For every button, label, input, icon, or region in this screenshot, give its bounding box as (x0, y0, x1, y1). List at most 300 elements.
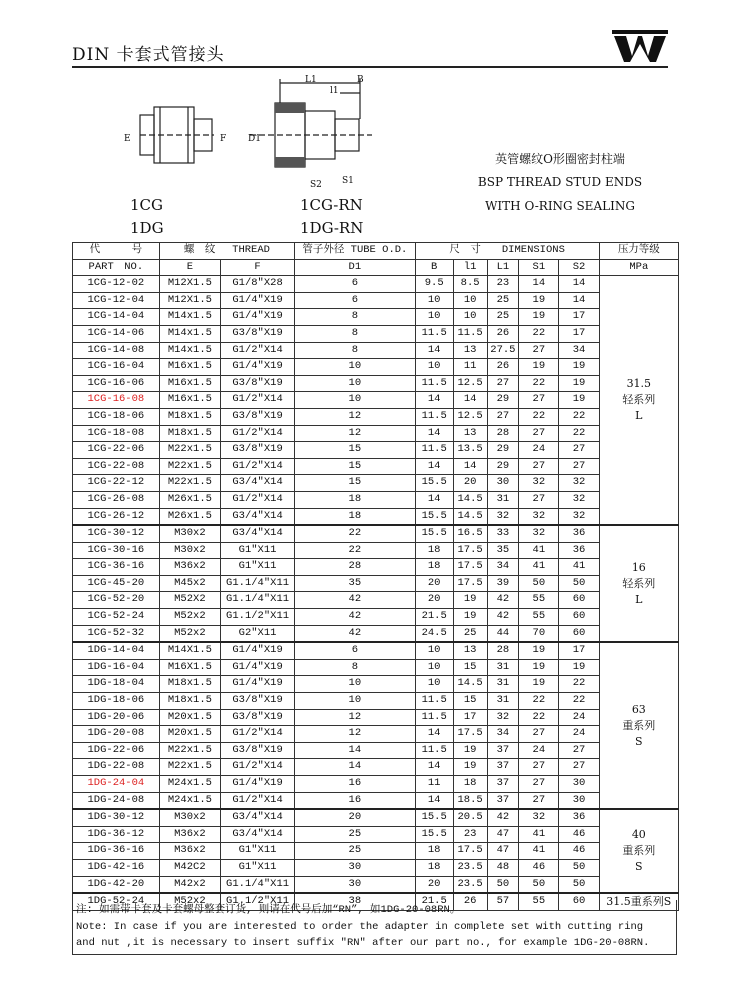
table-cell: G1"X11 (221, 559, 295, 576)
table-cell: M24x1.5 (159, 792, 220, 809)
table-row (73, 342, 679, 359)
table-cell: 32 (559, 508, 599, 525)
table-row (73, 792, 679, 809)
table-row (73, 408, 679, 425)
table-cell: 20 (415, 575, 453, 592)
pressure-code: L (635, 592, 643, 606)
table-cell: 14 (415, 425, 453, 442)
table-cell: 55 (519, 609, 559, 626)
desc-en2: WITH O-RING SEALING (485, 199, 635, 213)
table-cell: M30x2 (159, 809, 220, 826)
table-cell: M52x2 (159, 893, 220, 911)
table-cell: 30 (487, 475, 519, 492)
table-row (73, 559, 679, 576)
table-row (73, 876, 679, 893)
dim-label-s1: S1 (342, 176, 354, 186)
part-number-cell: 1CG-26-08 (73, 491, 160, 508)
table-cell: 30 (559, 792, 599, 809)
table-cell: 11.5 (415, 709, 453, 726)
table-row (73, 542, 679, 559)
part-number-cell: 1DG-20-06 (73, 709, 160, 726)
header-thread: 螺 纹 THREAD (159, 243, 294, 260)
table-cell: 14 (415, 458, 453, 475)
part-number-cell: 1CG-16-06 (73, 375, 160, 392)
table-row (73, 508, 679, 525)
table-cell: 70 (519, 625, 559, 642)
table-cell: G3/4"X14 (221, 508, 295, 525)
part-number-cell: 1DG-30-12 (73, 809, 160, 826)
header-mpa: MPa (599, 259, 678, 276)
table-cell: 12 (295, 726, 416, 743)
table-cell: 32 (519, 508, 559, 525)
table-cell: 10 (295, 693, 416, 710)
part-number-cell: 1DG-14-04 (73, 642, 160, 659)
table-cell: 22 (519, 375, 559, 392)
table-cell: G1/4"X19 (221, 659, 295, 676)
table-cell: G2"X11 (221, 625, 295, 642)
table-cell: 6 (295, 292, 416, 309)
header-l1: L1 (487, 259, 519, 276)
dim-label-s2: S2 (310, 180, 322, 190)
table-cell: 31 (487, 693, 519, 710)
table-cell: 30 (295, 876, 416, 893)
table-cell: 6 (295, 276, 416, 293)
part-number-cell: 1DG-24-08 (73, 792, 160, 809)
table-cell: 14 (453, 458, 487, 475)
table-cell: M18x1.5 (159, 693, 220, 710)
table-cell: M52x2 (159, 625, 220, 642)
table-cell: 29 (487, 392, 519, 409)
table-cell: 31 (487, 659, 519, 676)
table-cell: 10 (415, 309, 453, 326)
pressure-series: 重系列 (622, 718, 656, 732)
table-cell: M12X1.5 (159, 292, 220, 309)
table-cell: 41 (559, 559, 599, 576)
table-cell: M16X1.5 (159, 659, 220, 676)
table-cell: 24 (519, 742, 559, 759)
part-number-cell: 1CG-18-06 (73, 408, 160, 425)
table-cell: 17.5 (453, 575, 487, 592)
table-cell: M16x1.5 (159, 392, 220, 409)
table-cell: 15 (295, 475, 416, 492)
table-cell: G1/2"X14 (221, 458, 295, 475)
table-cell: M16x1.5 (159, 375, 220, 392)
note-en2: and nut ,it is necessary to insert suffix "RN" after our part no., for example 1DG-20-08RN. (76, 937, 650, 949)
table-cell: 21.5 (415, 893, 453, 911)
table-cell: G1/4"X19 (221, 642, 295, 659)
part-number-cell: 1CG-52-24 (73, 609, 160, 626)
table-cell: 12 (295, 408, 416, 425)
table-cell: 13 (453, 342, 487, 359)
table-cell: G3/8"X19 (221, 442, 295, 459)
header-l1-small: l1 (453, 259, 487, 276)
table-cell: G3/8"X19 (221, 709, 295, 726)
table-cell: 20 (415, 592, 453, 609)
table-cell: 11.5 (415, 325, 453, 342)
pressure-group-cell (599, 525, 678, 642)
header-f: F (221, 259, 295, 276)
table-row (73, 726, 679, 743)
table-cell: 14 (415, 792, 453, 809)
part-number-cell: 1DG-22-06 (73, 742, 160, 759)
table-cell: G1.1/4"X11 (221, 876, 295, 893)
header-part-no: PART NO. (73, 259, 160, 276)
table-cell: 10 (295, 375, 416, 392)
table-cell: M42x2 (159, 876, 220, 893)
table-cell: 19 (559, 375, 599, 392)
table-cell: 10 (415, 292, 453, 309)
table-cell: 50 (559, 859, 599, 876)
table-cell: 10 (415, 359, 453, 376)
table-row (73, 392, 679, 409)
table-cell: 27 (519, 759, 559, 776)
table-cell: 10 (415, 659, 453, 676)
table-cell: 27 (519, 425, 559, 442)
dim-label-d1: D1 (248, 134, 261, 144)
table-cell: 37 (487, 742, 519, 759)
pressure-value: 31.5重系列S (606, 895, 672, 909)
table-cell: 28 (487, 642, 519, 659)
table-row (73, 276, 679, 293)
table-row (73, 359, 679, 376)
part-number-cell: 1CG-14-04 (73, 309, 160, 326)
table-cell: M18x1.5 (159, 408, 220, 425)
table-cell: 42 (295, 625, 416, 642)
header-pressure: 压力等级 (599, 243, 678, 260)
table-cell: G3/8"X19 (221, 408, 295, 425)
table-cell: 14 (519, 276, 559, 293)
part-number-cell: 1CG-18-08 (73, 425, 160, 442)
table-cell: 27 (519, 726, 559, 743)
table-row (73, 859, 679, 876)
table-cell: 17 (559, 325, 599, 342)
table-cell: 22 (559, 408, 599, 425)
dim-label-f: F (220, 134, 227, 144)
table-row (73, 809, 679, 826)
table-row (73, 575, 679, 592)
table-cell: 15 (295, 442, 416, 459)
part-number-cell: 1CG-26-12 (73, 508, 160, 525)
table-cell: 60 (559, 893, 599, 911)
table-cell: 14.5 (453, 491, 487, 508)
part-number-cell: 1CG-12-04 (73, 292, 160, 309)
table-cell: 25 (295, 826, 416, 843)
table-cell: 37 (487, 759, 519, 776)
part-number-cell: 1CG-16-04 (73, 359, 160, 376)
table-cell: 19 (453, 742, 487, 759)
table-cell: 50 (519, 876, 559, 893)
table-cell: 24 (559, 709, 599, 726)
table-cell: 29 (487, 458, 519, 475)
table-cell: 18 (415, 559, 453, 576)
table-cell: M36x2 (159, 559, 220, 576)
table-row (73, 458, 679, 475)
table-cell: 25 (295, 843, 416, 860)
table-cell: 18 (453, 776, 487, 793)
table-row (73, 676, 679, 693)
table-cell: 26 (487, 359, 519, 376)
table-cell: M26x1.5 (159, 508, 220, 525)
table-cell: G1/4"X19 (221, 676, 295, 693)
table-cell: 14 (295, 759, 416, 776)
table-cell: 14 (415, 342, 453, 359)
table-cell: 27 (559, 458, 599, 475)
table-cell: 19 (519, 659, 559, 676)
table-cell: 15 (295, 458, 416, 475)
label-1cg-rn: 1CG-RN (300, 196, 363, 214)
table-cell: G3/4"X14 (221, 809, 295, 826)
table-cell: 46 (519, 859, 559, 876)
table-cell: 32 (519, 809, 559, 826)
table-cell: 39 (487, 575, 519, 592)
table-cell: 18 (415, 542, 453, 559)
header-dimensions: 尺 寸 DIMENSIONS (415, 243, 599, 260)
table-cell: 19 (453, 609, 487, 626)
table-cell: 17 (559, 309, 599, 326)
table-cell: 22 (295, 542, 416, 559)
table-cell: 11.5 (453, 325, 487, 342)
table-cell: 9.5 (415, 276, 453, 293)
table-cell: 57 (487, 893, 519, 911)
table-cell: 19 (519, 642, 559, 659)
table-cell: 11.5 (415, 408, 453, 425)
table-cell: 34 (487, 726, 519, 743)
table-cell: 14 (415, 726, 453, 743)
pressure-code: L (635, 409, 643, 423)
pressure-value: 16 (631, 560, 646, 574)
table-cell: 19 (519, 309, 559, 326)
table-cell: 20 (453, 475, 487, 492)
table-row (73, 525, 679, 542)
table-cell: 10 (295, 359, 416, 376)
table-row (73, 491, 679, 508)
table-cell: 46 (559, 843, 599, 860)
table-cell: 22 (559, 425, 599, 442)
table-cell: G1"X11 (221, 542, 295, 559)
table-cell: 8 (295, 309, 416, 326)
table-cell: 42 (295, 592, 416, 609)
table-cell: 27 (559, 742, 599, 759)
table-cell: 37 (487, 792, 519, 809)
header-s2: S2 (559, 259, 599, 276)
table-cell: 19 (453, 759, 487, 776)
table-cell: M14X1.5 (159, 642, 220, 659)
table-cell: 15 (453, 659, 487, 676)
table-cell: 41 (519, 542, 559, 559)
table-cell: M30x2 (159, 525, 220, 542)
dim-label-b: B (357, 75, 364, 85)
table-cell: 42 (487, 609, 519, 626)
header-s1: S1 (519, 259, 559, 276)
pressure-series: 重系列 (622, 844, 656, 858)
table-cell: 50 (559, 876, 599, 893)
pressure-code: S (635, 860, 643, 874)
table-cell: 18.5 (453, 792, 487, 809)
table-row (73, 425, 679, 442)
pressure-group-cell (599, 809, 678, 893)
part-number-cell: 1CG-12-02 (73, 276, 160, 293)
table-cell: 36 (559, 525, 599, 542)
table-cell: M52x2 (159, 609, 220, 626)
table-cell: 17.5 (453, 843, 487, 860)
table-cell: 26 (487, 325, 519, 342)
table-cell: 6 (295, 642, 416, 659)
header-tube: 管子外径 TUBE O.D. (295, 243, 416, 260)
table-cell: 10 (415, 676, 453, 693)
part-number-cell: 1DG-20-08 (73, 726, 160, 743)
table-cell: 21.5 (415, 609, 453, 626)
table-cell: M36x2 (159, 826, 220, 843)
part-number-cell: 1CG-30-12 (73, 525, 160, 542)
note-zh: 注: 如需带卡套及卡套螺母整套订货, 则请在代号后加“RN”, 如1DG-20-08RN。 (76, 904, 461, 916)
table-cell: 19 (519, 676, 559, 693)
part-number-cell: 1DG-16-04 (73, 659, 160, 676)
table-cell: 18 (295, 491, 416, 508)
label-1dg-rn: 1DG-RN (300, 219, 364, 237)
table-row (73, 625, 679, 642)
table-cell: G3/8"X19 (221, 693, 295, 710)
table-cell: 14.5 (453, 676, 487, 693)
table-cell: G1"X11 (221, 859, 295, 876)
table-cell: 20 (415, 876, 453, 893)
table-cell: 17 (453, 709, 487, 726)
pressure-value: 40 (631, 828, 646, 842)
part-number-cell: 1CG-14-08 (73, 342, 160, 359)
table-cell: 28 (295, 559, 416, 576)
table-row (73, 742, 679, 759)
table-cell: 10 (415, 642, 453, 659)
table-row (73, 442, 679, 459)
part-number-cell: 1CG-36-16 (73, 559, 160, 576)
part-number-cell: 1CG-45-20 (73, 575, 160, 592)
table-cell: 46 (559, 826, 599, 843)
table-cell: 12.5 (453, 375, 487, 392)
table-cell: 17.5 (453, 726, 487, 743)
table-cell: 32 (559, 475, 599, 492)
part-number-cell: 1DG-22-08 (73, 759, 160, 776)
header-part-zh: 代 号 (73, 243, 160, 260)
table-cell: 27 (519, 342, 559, 359)
table-cell: G1/2"X14 (221, 792, 295, 809)
table-cell: 32 (559, 491, 599, 508)
table-cell: 50 (487, 876, 519, 893)
table-cell: G3/4"X14 (221, 525, 295, 542)
table-cell: 47 (487, 826, 519, 843)
table-cell: M22x1.5 (159, 759, 220, 776)
table-row (73, 609, 679, 626)
pressure-value: 31.5 (626, 377, 652, 391)
table-cell: 37 (487, 776, 519, 793)
table-cell: 17.5 (453, 559, 487, 576)
table-cell: M14x1.5 (159, 309, 220, 326)
table-cell: G1.1/4"X11 (221, 592, 295, 609)
table-cell: 19 (519, 359, 559, 376)
table-cell: 22 (295, 525, 416, 542)
table-row (73, 843, 679, 860)
pressure-series: 轻系列 (622, 393, 656, 407)
table-cell: 31 (487, 491, 519, 508)
table-cell: 14 (415, 759, 453, 776)
table-cell: 10 (295, 676, 416, 693)
table-cell: 14 (559, 276, 599, 293)
table-cell: 22 (519, 693, 559, 710)
table-cell: 13 (453, 425, 487, 442)
table-cell: G1/2"X14 (221, 392, 295, 409)
table-cell: 36 (559, 542, 599, 559)
table-cell: 18 (295, 508, 416, 525)
part-number-cell: 1DG-36-16 (73, 843, 160, 860)
table-cell: 15 (453, 693, 487, 710)
pressure-group-cell (599, 642, 678, 809)
table-cell: 60 (559, 609, 599, 626)
table-cell: 14 (415, 491, 453, 508)
table-cell: 44 (487, 625, 519, 642)
title-rule (72, 66, 668, 68)
part-number-cell: 1DG-36-12 (73, 826, 160, 843)
table-cell: 27 (519, 792, 559, 809)
pressure-value: 63 (631, 702, 646, 716)
table-cell: 31 (487, 676, 519, 693)
table-cell: 22 (559, 676, 599, 693)
table-cell: 27 (519, 392, 559, 409)
label-1cg: 1CG (130, 196, 164, 214)
table-cell: 23.5 (453, 859, 487, 876)
table-cell: 23 (453, 826, 487, 843)
table-row (73, 325, 679, 342)
table-cell: 55 (519, 893, 559, 911)
dim-label-e: E (124, 134, 131, 144)
table-row (73, 592, 679, 609)
label-1dg: 1DG (130, 219, 164, 237)
part-number-cell: 1CG-16-08 (73, 392, 160, 409)
table-cell: 42 (487, 809, 519, 826)
table-cell: 10 (295, 392, 416, 409)
table-cell: 8.5 (453, 276, 487, 293)
table-cell: M30x2 (159, 542, 220, 559)
part-number-cell: 1DG-18-06 (73, 693, 160, 710)
table-cell: 11 (415, 776, 453, 793)
table-cell: 30 (559, 776, 599, 793)
table-cell: 17.5 (453, 542, 487, 559)
table-cell: M22x1.5 (159, 442, 220, 459)
header-e: E (159, 259, 220, 276)
table-cell: 27.5 (487, 342, 519, 359)
table-row (73, 659, 679, 676)
table-cell: 42 (295, 609, 416, 626)
header-b: B (415, 259, 453, 276)
table-cell: M18x1.5 (159, 676, 220, 693)
table-cell: 19 (559, 392, 599, 409)
table-cell: 13.5 (453, 442, 487, 459)
table-cell: G3/8"X19 (221, 742, 295, 759)
table-cell: 35 (295, 575, 416, 592)
table-row (73, 475, 679, 492)
part-number-cell: 1DG-42-16 (73, 859, 160, 876)
desc-zh: 英管螺纹O形圈密封柱端 (495, 152, 625, 166)
page-title: DIN 卡套式管接头 (72, 45, 225, 65)
table-cell: 60 (559, 625, 599, 642)
table-cell: M22x1.5 (159, 475, 220, 492)
table-cell: 19 (453, 592, 487, 609)
table-cell: 41 (519, 559, 559, 576)
table-cell: 50 (519, 575, 559, 592)
table-cell: 14 (453, 392, 487, 409)
dim-label-i1: l1 (330, 86, 339, 96)
table-cell: 25 (487, 309, 519, 326)
table-cell: 24 (519, 442, 559, 459)
brand-logo (612, 30, 668, 64)
table-cell: 22 (519, 325, 559, 342)
